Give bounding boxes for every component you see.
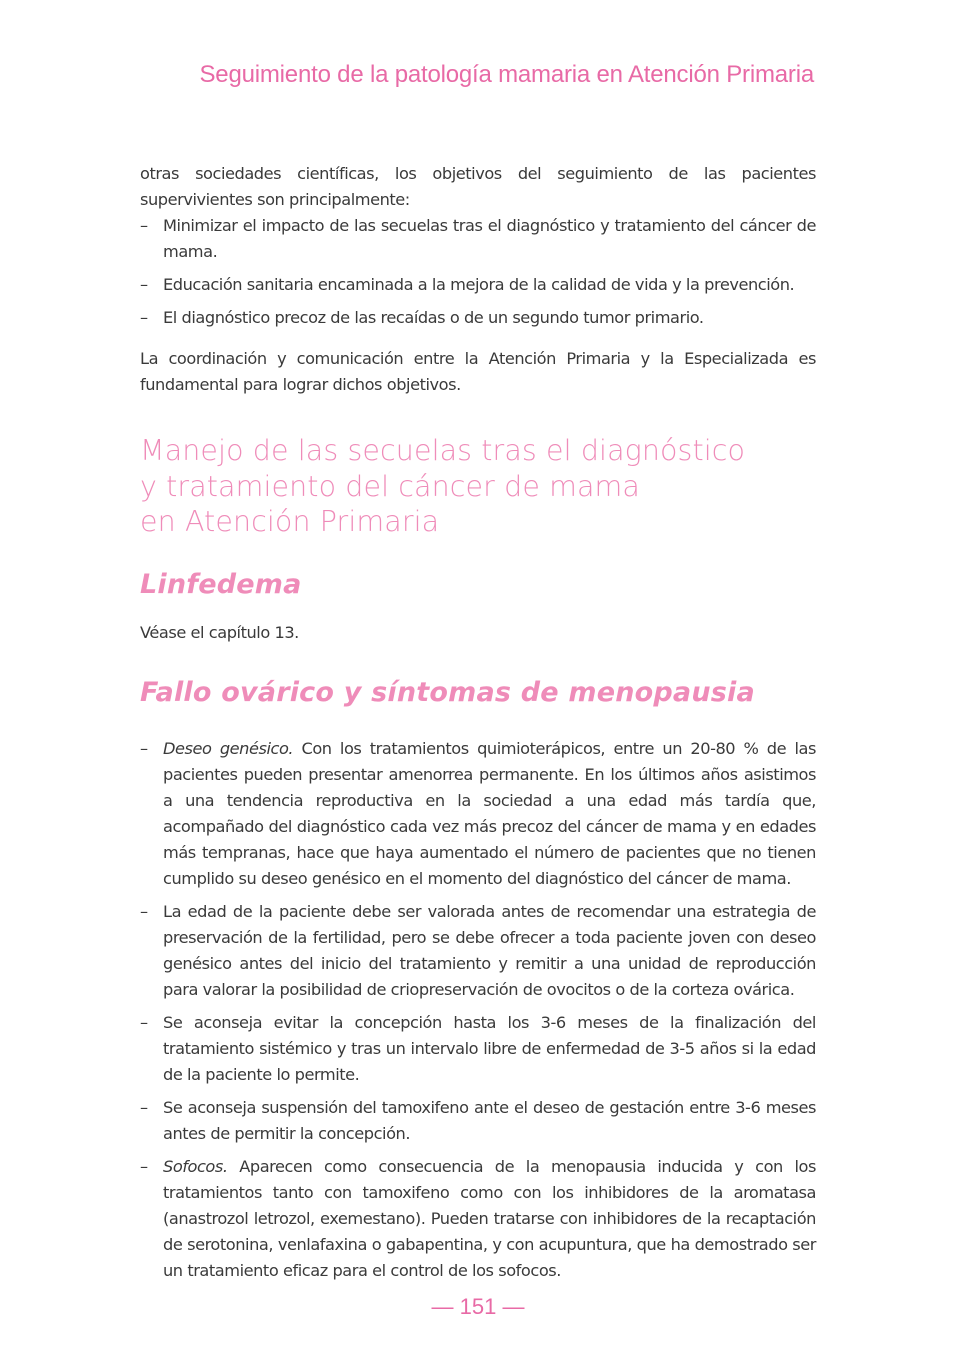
- list-item: – Se aconseja evitar la concepción hasta los 3-6 meses de la finalización del tratamiento sistémico y tras un intervalo libre de enfermedad de 3-5 años si la edad de la paciente lo permite.: [140, 1012, 816, 1084]
- subsection-title-linfedema: Linfedema: [140, 568, 302, 600]
- intro-list: [140, 213, 816, 331]
- list-item: – Sofocos. Aparecen como consecuencia de la menopausia inducida y con los tratamientos tanto con tamoxifeno como con los inhibidores de la aromatasa (anastrozol letrozol, exemestano). Pueden tratarse con inhibidores de la recaptación de serotonina, venlafaxina o gabapentina, y con acupuntura, que ha demostrado ser un tratamiento eficaz para el control de los sofocos.: [140, 1156, 816, 1280]
- closing-paragraph: La coordinación y comunicación entre la Atención Primaria y la Especializada es fundamental para lograr dichos objetivos.: [140, 349, 816, 394]
- list-item: – Se aconseja suspensión del tamoxifeno ante el deseo de gestación entre 3-6 meses antes de permitir la concepción.: [140, 1097, 816, 1143]
- running-header: Seguimiento de la patología mamaria en Atención Primaria: [199, 61, 814, 88]
- list-item: – La edad de la paciente debe ser valorada antes de recomendar una estrategia de preservación de la fertilidad, pero se debe ofrecer a toda paciente joven con deseo genésico antes del inicio del tratamiento y remitir a una unidad de reproducción para valorar la posibilidad de criopreservación de ovocitos o de la corteza ovárica.: [140, 901, 816, 999]
- list-item: – Educación sanitaria encaminada a la mejora de la calidad de vida y la prevención.: [140, 275, 795, 294]
- list-item: – Minimizar el impacto de las secuelas tras el diagnóstico y tratamiento del cáncer de mama.: [140, 216, 816, 261]
- linfedema-text: Véase el capítulo 13.: [140, 622, 299, 642]
- page-number: — 151 —: [431, 1294, 525, 1319]
- page-body: [140, 161, 816, 1284]
- list-item: – Deseo genésico. Con los tratamientos quimioterápicos, entre un 20-80 % de las pacientes pueden presentar amenorrea permanente. En los últimos años asistimos a una tendencia reproductiva en la sociedad a una edad más tardía que, acompañado del diagnóstico cada vez más precoz del cáncer de mama y en edades más tempranas, hace que haya aumentado el número de pacientes que no tienen cumplido su deseo genésico en el momento del diagnóstico del cáncer de mama.: [140, 738, 816, 888]
- intro-paragraph: otras sociedades científicas, los objetivos del seguimiento de las pacientes supervivientes son principalmente:: [140, 164, 816, 209]
- subsection-title-fallo-ovarico: Fallo ovárico y síntomas de menopausia: [140, 676, 755, 708]
- section-title: Manejo de las secuelas tras el diagnóstico y tratamiento del cáncer de mama en Atención Primaria: [140, 434, 746, 538]
- list-item: – El diagnóstico precoz de las recaídas o de un segundo tumor primario.: [140, 308, 704, 327]
- fallo-list: [140, 736, 816, 1284]
